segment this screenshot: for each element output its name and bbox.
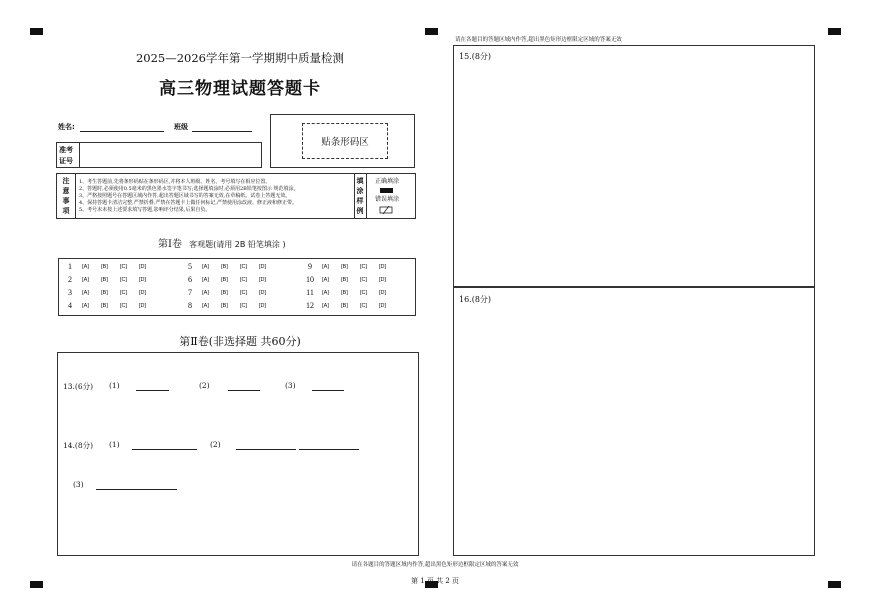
- q14-part-label: (2): [210, 440, 221, 449]
- objective-answer-box: [58, 258, 416, 316]
- q14-answer-2a-field[interactable]: [236, 440, 296, 450]
- objective-question-number: 8: [188, 301, 192, 310]
- page-info: 第 1 页 共 2 页: [410, 577, 460, 585]
- objective-question-number: 3: [68, 288, 72, 297]
- alignment-mark-top-left: [30, 28, 43, 35]
- objective-option-bubble[interactable]: [C]: [359, 289, 368, 296]
- barcode-label: 贴条形码区: [321, 137, 369, 148]
- objective-question-row: [304, 275, 392, 284]
- notice-fill-divider: [354, 174, 355, 218]
- objective-option-bubble[interactable]: [C]: [119, 276, 128, 283]
- q14-part-label: (3): [73, 480, 84, 489]
- objective-option-bubble[interactable]: [D]: [138, 289, 147, 296]
- objective-question-row: [304, 301, 392, 310]
- objective-question-number: 4: [68, 301, 72, 310]
- notice-item: 1、考生答题前,先将条形码贴在条形码区,并将本人班级、姓名、考号填写在相应位置。: [79, 179, 271, 185]
- q16-label: 16.(8分): [459, 295, 492, 304]
- objective-option-bubble[interactable]: [B]: [221, 263, 228, 270]
- objective-option-bubble[interactable]: [D]: [258, 289, 267, 296]
- objective-option-bubble[interactable]: [A]: [82, 289, 89, 296]
- footer-notice: 请在各题目的答题区域内作答,超出黑色矩形边框限定区域的答案无效: [351, 562, 519, 568]
- barcode-area[interactable]: [302, 123, 388, 159]
- q14-answer-1-field[interactable]: [132, 440, 197, 450]
- objective-option-bubble[interactable]: [D]: [138, 263, 147, 270]
- notice-item: 5、考号末未按上述要求填写答题,影响评分结果,后果自负。: [79, 207, 211, 213]
- objective-option-bubble[interactable]: [D]: [138, 276, 147, 283]
- q15-label: 15.(8分): [459, 52, 492, 61]
- objective-option-bubble[interactable]: [D]: [258, 302, 267, 309]
- objective-option-bubble[interactable]: [A]: [202, 302, 209, 309]
- objective-option-bubble[interactable]: [B]: [341, 302, 348, 309]
- section1-title-main: 第Ⅰ卷: [158, 239, 182, 250]
- wrong-fill-label: 错误填涂: [375, 196, 400, 203]
- q16-answer-box[interactable]: [453, 287, 815, 556]
- objective-question-number: 2: [68, 275, 72, 284]
- section1-title: [158, 235, 286, 250]
- objective-option-bubble[interactable]: [C]: [359, 302, 368, 309]
- section2-title: 第Ⅱ卷(非选择题 共60分): [179, 335, 301, 348]
- alignment-mark-top-center: [425, 28, 438, 35]
- notice-item: 4、保持答题卡清洁完整,严禁折叠,严禁在答题卡上做任何标记,严禁使用涂改液、修正液和修正带。: [79, 200, 297, 206]
- objective-option-bubble[interactable]: [A]: [322, 289, 329, 296]
- objective-option-bubble[interactable]: [A]: [82, 263, 89, 270]
- q14-part-label: (1): [109, 440, 120, 449]
- objective-option-bubble[interactable]: [A]: [82, 302, 89, 309]
- objective-question-row: [304, 288, 392, 297]
- alignment-mark-top-right: [828, 28, 841, 35]
- objective-option-bubble[interactable]: [C]: [359, 276, 368, 283]
- objective-option-bubble[interactable]: [B]: [341, 276, 348, 283]
- objective-question-row: [64, 288, 152, 297]
- correct-fill-sample: [380, 188, 393, 193]
- fill-example-label-char: 涂: [356, 187, 364, 195]
- q14-answer-2b-field[interactable]: [299, 440, 359, 450]
- notice-label-char: 注: [62, 177, 70, 185]
- objective-option-bubble[interactable]: [C]: [359, 263, 368, 270]
- section2-answer-box: [57, 352, 419, 556]
- objective-option-bubble[interactable]: [C]: [119, 289, 128, 296]
- q14-label: 14.(8分): [63, 441, 94, 450]
- q13-answer-3-field[interactable]: [312, 381, 344, 391]
- objective-question-number: 6: [188, 275, 192, 284]
- objective-option-bubble[interactable]: [A]: [322, 302, 329, 309]
- objective-question-number: 10: [306, 275, 314, 284]
- q13-part-label: (2): [199, 381, 210, 390]
- notice-box: [56, 173, 416, 219]
- objective-question-row: [184, 301, 272, 310]
- objective-option-bubble[interactable]: [D]: [258, 276, 267, 283]
- notice-item: 2、答题时,必须使用0.5毫米的黑色墨水签字笔书写;选择题填涂时,必须用2B铅笔按图示 规范填涂。: [79, 186, 299, 192]
- objective-question-number: 7: [188, 288, 192, 297]
- fill-example-label-char: 填: [356, 177, 364, 185]
- exam-period-heading: 2025—2026学年第一学期期中质量检测: [135, 51, 345, 65]
- objective-option-bubble[interactable]: [C]: [239, 263, 248, 270]
- exam-id-label-line2: 证号: [59, 157, 73, 165]
- fill-example-label-char: 例: [356, 207, 364, 215]
- objective-option-bubble[interactable]: [A]: [202, 263, 209, 270]
- objective-question-row: [304, 262, 392, 271]
- q13-answer-2-field[interactable]: [228, 381, 260, 391]
- right-top-notice: 请在各题目的答题区域内作答,超出黑色矩形边框限定区域的答案无效: [455, 37, 622, 43]
- objective-question-row: [64, 262, 152, 271]
- objective-option-bubble[interactable]: [D]: [378, 263, 387, 270]
- objective-option-bubble[interactable]: [D]: [378, 289, 387, 296]
- objective-option-bubble[interactable]: [B]: [101, 302, 108, 309]
- q14-answer-3-field[interactable]: [96, 480, 177, 490]
- objective-option-bubble[interactable]: [B]: [221, 276, 228, 283]
- objective-option-bubble[interactable]: [C]: [119, 263, 128, 270]
- fill-example-label-char: 样: [356, 197, 364, 205]
- name-field[interactable]: [80, 125, 164, 132]
- objective-option-bubble[interactable]: [C]: [119, 302, 128, 309]
- objective-option-bubble[interactable]: [A]: [202, 289, 209, 296]
- objective-question-number: 12: [306, 301, 314, 310]
- wrong-fill-sample-icon: [379, 205, 393, 215]
- objective-question-row: [64, 275, 152, 284]
- class-field[interactable]: [192, 125, 252, 132]
- objective-option-bubble[interactable]: [B]: [341, 289, 348, 296]
- exam-id-box: [56, 142, 262, 168]
- q13-answer-1-field[interactable]: [136, 381, 169, 391]
- q13-part-label: (3): [285, 381, 296, 390]
- exam-id-label-line1: 准考: [59, 146, 73, 154]
- objective-option-bubble[interactable]: [A]: [82, 276, 89, 283]
- notice-item: 3、严格按照题号在答题区域内作答,超出答题区域书写的答案无效,在草稿纸、试卷上答题无效。: [79, 193, 291, 199]
- objective-option-bubble[interactable]: [C]: [239, 302, 248, 309]
- q13-label: 13.(6分): [63, 382, 94, 391]
- objective-option-bubble[interactable]: [B]: [221, 302, 228, 309]
- objective-option-bubble[interactable]: [D]: [378, 276, 387, 283]
- card-title: 高三物理试题答题卡: [159, 79, 321, 99]
- objective-question-number: 5: [188, 262, 192, 271]
- objective-option-bubble[interactable]: [B]: [101, 263, 108, 270]
- objective-option-bubble[interactable]: [D]: [138, 302, 147, 309]
- objective-question-number: 9: [308, 262, 312, 271]
- objective-option-bubble[interactable]: [D]: [258, 263, 267, 270]
- name-label: 姓名:: [58, 123, 75, 131]
- fill-label-divider: [366, 174, 367, 218]
- objective-question-row: [64, 301, 152, 310]
- objective-option-bubble[interactable]: [B]: [341, 263, 348, 270]
- objective-option-bubble[interactable]: [C]: [239, 289, 248, 296]
- objective-question-row: [184, 262, 272, 271]
- objective-option-bubble[interactable]: [A]: [322, 276, 329, 283]
- objective-option-bubble[interactable]: [A]: [202, 276, 209, 283]
- barcode-outer-box: [270, 114, 415, 168]
- objective-option-bubble[interactable]: [A]: [322, 263, 329, 270]
- objective-question-number: 1: [68, 262, 72, 271]
- objective-option-bubble[interactable]: [D]: [378, 302, 387, 309]
- class-label: 班级: [174, 123, 188, 131]
- notice-label-char: 项: [62, 207, 70, 215]
- exam-id-field[interactable]: [80, 143, 261, 167]
- q13-part-label: (1): [109, 381, 120, 390]
- objective-question-number: 11: [306, 288, 314, 297]
- notice-label-divider: [75, 174, 76, 218]
- objective-option-bubble[interactable]: [B]: [101, 276, 108, 283]
- q15-answer-box[interactable]: [453, 45, 815, 287]
- objective-option-bubble[interactable]: [B]: [221, 289, 228, 296]
- notice-label-char: 事: [62, 197, 70, 205]
- objective-option-bubble[interactable]: [C]: [239, 276, 248, 283]
- correct-fill-label: 正确填涂: [375, 178, 400, 185]
- notice-label-char: 意: [62, 187, 70, 195]
- objective-question-row: [184, 275, 272, 284]
- section1-title-sub: 客观题(请用 2B 铅笔填涂 ): [189, 240, 286, 249]
- objective-option-bubble[interactable]: [B]: [101, 289, 108, 296]
- objective-question-row: [184, 288, 272, 297]
